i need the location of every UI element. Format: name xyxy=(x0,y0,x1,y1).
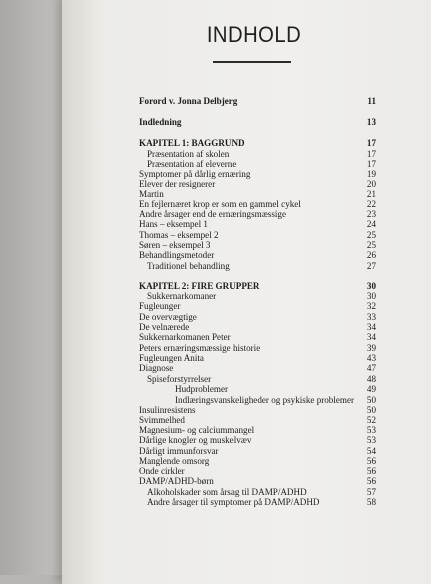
toc-entry-page: 22 xyxy=(366,199,376,209)
toc-entry-title: De velnærede xyxy=(139,322,190,332)
toc-entry-page: 57 xyxy=(366,487,376,497)
toc-entry-title: Dårlige knogler og muskelvæv xyxy=(139,435,252,445)
toc-entry-page: 17 xyxy=(366,138,376,148)
toc-entry-title: Præsentation af eleverne xyxy=(147,159,237,169)
toc-entry xyxy=(0,250,431,261)
toc-entry-title: Fugleungen Anita xyxy=(139,353,204,363)
toc-entry-page: 48 xyxy=(366,374,376,384)
toc-entry xyxy=(0,301,431,312)
toc-entry-page: 27 xyxy=(366,261,376,271)
toc-entry-page: 20 xyxy=(366,179,376,189)
toc-entry-page: 56 xyxy=(366,476,376,486)
toc-entry xyxy=(0,138,431,149)
toc-entry-page: 50 xyxy=(366,395,376,405)
toc-entry-title: Søren – eksempel 3 xyxy=(139,240,211,250)
toc-entry-title: Hans – eksempel 1 xyxy=(139,219,208,229)
toc-entry-title: Insulinresistens xyxy=(139,405,196,415)
toc-entry-page: 30 xyxy=(366,291,376,301)
toc-entry-title: KAPITEL 2: FIRE GRUPPER xyxy=(139,281,260,291)
toc-entry-title: Alkoholskader som årsag til DAMP/ADHD xyxy=(147,487,307,497)
title-underline xyxy=(213,61,291,63)
toc-entry-page: 43 xyxy=(366,353,376,363)
toc-entry-title: Traditionel behandling xyxy=(147,261,230,271)
toc-entry-title: Indledning xyxy=(139,117,182,127)
toc-entry-title: De overvægtige xyxy=(139,312,197,322)
toc-entry-title: En fejlernæret krop er som en gammel cykel xyxy=(139,199,301,209)
toc-entry-title: Onde cirkler xyxy=(139,466,185,476)
toc-entry xyxy=(0,117,431,128)
toc-entry-page: 30 xyxy=(366,281,376,291)
toc-entry-title: Thomas – eksempel 2 xyxy=(139,230,219,240)
toc-entry-title: Magnesium- og calciummangel xyxy=(139,425,255,435)
toc-entry-title: Fugleunger xyxy=(139,301,181,311)
toc-entry-page: 25 xyxy=(366,240,376,250)
toc-entry-title: Forord v. Jonna Delbjerg xyxy=(139,96,238,106)
toc-entry-title: Sukkernarkomanen Peter xyxy=(139,332,231,342)
toc-entry-title: DAMP/ADHD-børn xyxy=(139,476,214,486)
toc-entry-page: 11 xyxy=(367,96,376,106)
toc-entry-title: Manglende omsorg xyxy=(139,456,210,466)
toc-entry-title: Spiseforstyrrelser xyxy=(147,374,212,384)
toc-entry-page: 23 xyxy=(366,209,376,219)
toc-entry-title: Svimmelhed xyxy=(139,415,185,425)
toc-entry-title: Hudproblemer xyxy=(175,384,229,394)
toc-entry-title: Sukkernarkomaner xyxy=(147,291,217,301)
toc-entry-page: 26 xyxy=(366,250,376,260)
toc-entry xyxy=(0,435,431,446)
toc-entry xyxy=(0,476,431,487)
toc-entry-title: Andre årsager end de ernæringsmæssige xyxy=(139,209,286,219)
toc-entry-page: 53 xyxy=(366,435,376,445)
toc-entry xyxy=(0,261,431,272)
toc-entry-title: Præsentation af skolen xyxy=(147,149,230,159)
toc-entry-title: Diagnose xyxy=(139,363,174,373)
toc-entry-page: 56 xyxy=(366,466,376,476)
toc-entry-page: 56 xyxy=(366,456,376,466)
toc-entry-title: Elever der resignerer xyxy=(139,179,216,189)
toc-entry-title: Symptomer på dårlig ernæring xyxy=(139,169,251,179)
toc-entry xyxy=(0,332,431,343)
toc-entry-page: 19 xyxy=(366,169,376,179)
toc-entry-title: Behandlingsmetoder xyxy=(139,250,215,260)
toc-entry-page: 25 xyxy=(366,230,376,240)
toc-entry-title: KAPITEL 1: BAGGRUND xyxy=(139,138,245,148)
toc-entry-page: 50 xyxy=(366,405,376,415)
toc-entry xyxy=(0,219,431,230)
toc-entry-page: 53 xyxy=(366,425,376,435)
toc-entry-page: 54 xyxy=(366,446,376,456)
toc-entry-page: 52 xyxy=(366,415,376,425)
toc-entry-page: 58 xyxy=(366,497,376,507)
toc-entry-title: Peters ernæringsmæssige historie xyxy=(139,343,261,353)
toc-entry xyxy=(0,497,431,508)
toc-entry-page: 17 xyxy=(366,159,376,169)
toc-entry-page: 39 xyxy=(366,343,376,353)
toc-entry xyxy=(0,384,431,395)
toc-entry-page: 47 xyxy=(366,363,376,373)
toc-entry-page: 33 xyxy=(366,312,376,322)
toc-entry-page: 17 xyxy=(366,149,376,159)
toc-entry-page: 21 xyxy=(366,189,376,199)
toc-entry xyxy=(0,363,431,374)
toc-entry xyxy=(0,96,431,107)
toc-entry-page: 34 xyxy=(366,322,376,332)
toc-entry-page: 49 xyxy=(366,384,376,394)
toc-entry-page: 13 xyxy=(366,117,376,127)
toc-entry-title: Andre årsager til symptomer på DAMP/ADHD xyxy=(147,497,320,507)
toc-entry-page: 32 xyxy=(366,301,376,311)
toc-entry-page: 24 xyxy=(366,219,376,229)
toc-entry-title: Martin xyxy=(139,189,164,199)
page-title: INDHOLD xyxy=(206,22,302,47)
toc-entry-title: Dårligt immunforsvar xyxy=(139,446,219,456)
toc-entry-title: Indlæringsvanskeligheder og psykiske problemer xyxy=(175,395,355,405)
toc-entry-page: 34 xyxy=(366,332,376,342)
